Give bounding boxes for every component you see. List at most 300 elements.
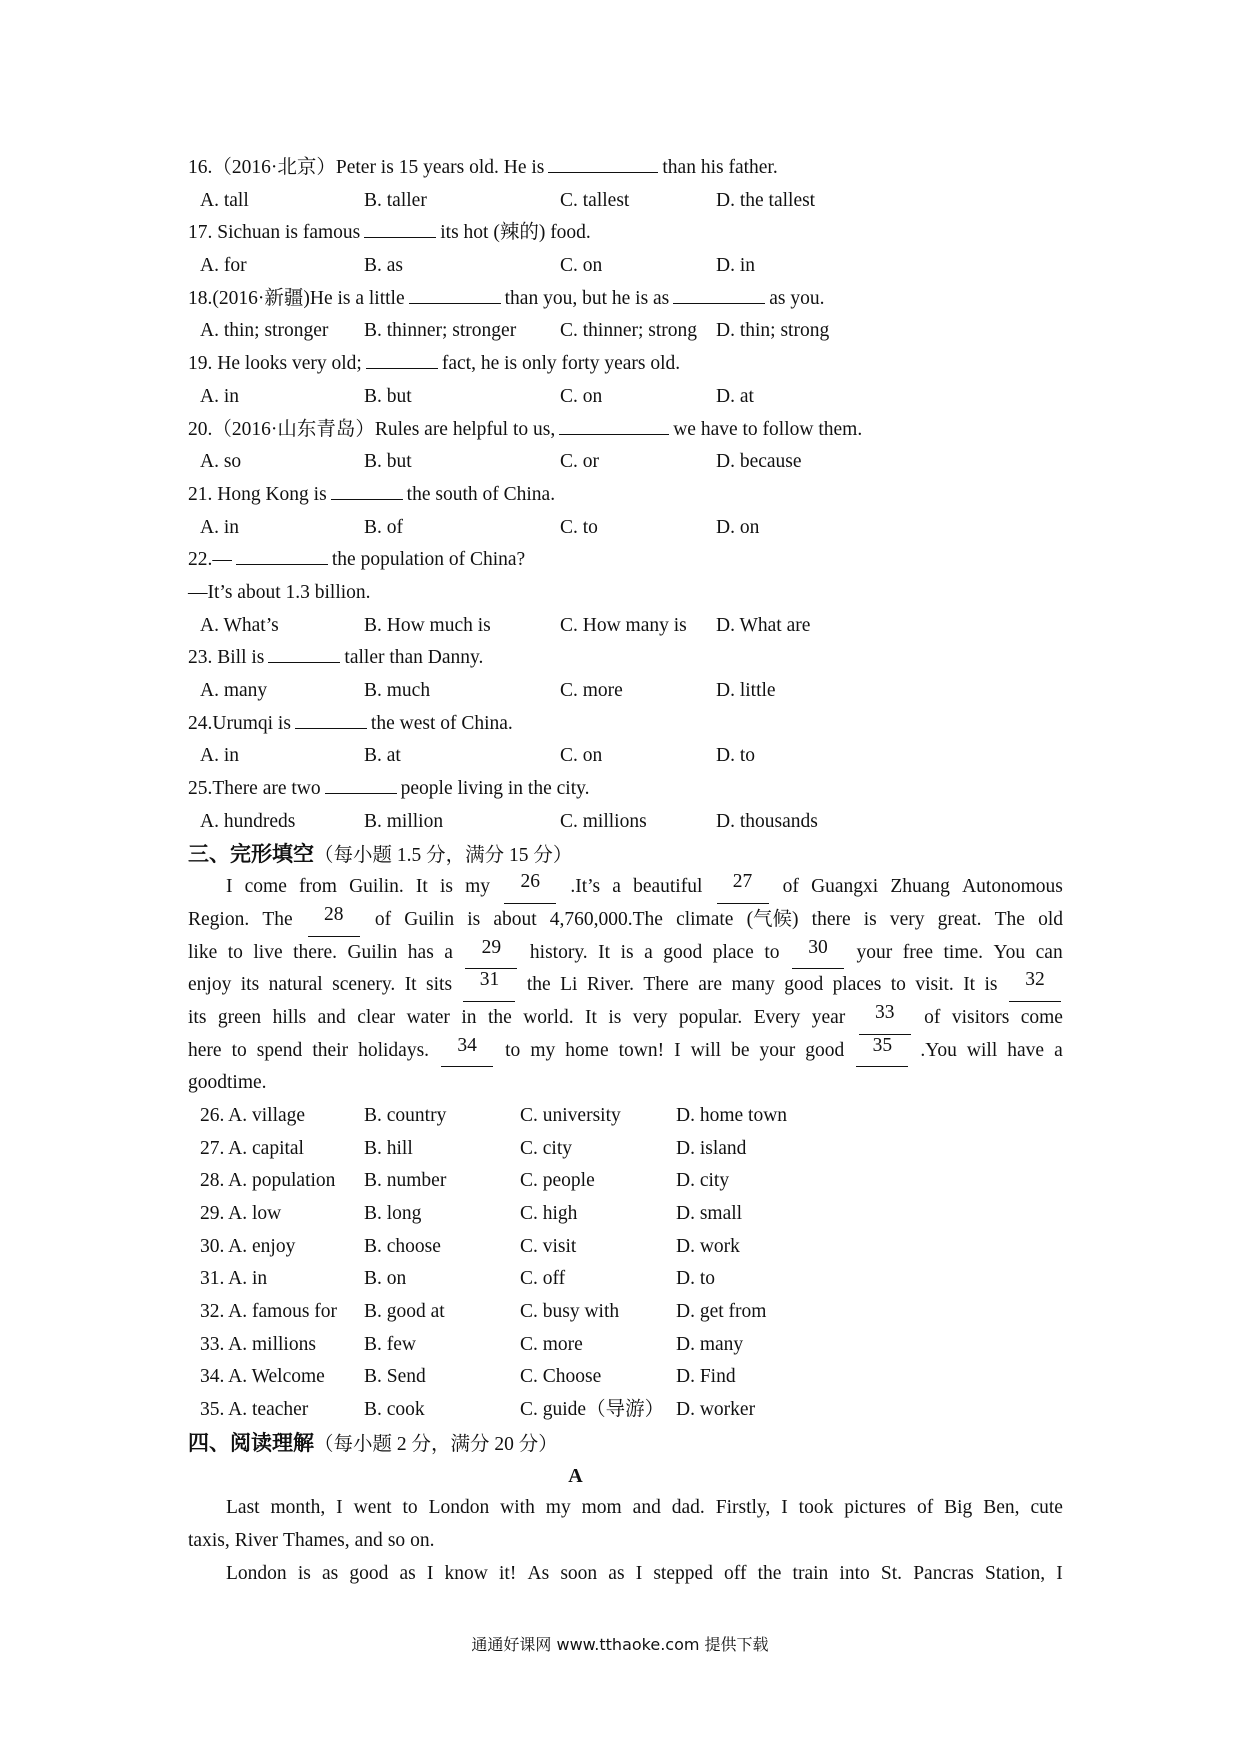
numbered-blank: 29 xyxy=(465,937,517,970)
option-b: B. cook xyxy=(364,1399,425,1421)
exam-page xyxy=(188,152,1063,1590)
passage-word: in xyxy=(461,1006,477,1028)
passage-word: soon xyxy=(560,1562,598,1584)
option-d: D. city xyxy=(676,1170,730,1192)
passage-word: home xyxy=(565,1039,609,1061)
question-text: as you. xyxy=(769,287,825,309)
option-c: C. high xyxy=(520,1203,578,1224)
answer-blank xyxy=(548,152,658,173)
option-a: 35. A. teacher xyxy=(200,1399,309,1421)
passage-word: and xyxy=(354,1529,383,1551)
passage-word: there xyxy=(811,908,851,930)
section-heading xyxy=(188,838,1063,871)
passage-word: cute xyxy=(1030,1497,1063,1519)
passage-word: sits xyxy=(426,974,453,996)
cloze-options xyxy=(188,1198,1063,1231)
option-d: D. to xyxy=(716,745,755,767)
answer-blank xyxy=(236,544,328,565)
passage-word: to xyxy=(890,974,906,996)
passage-word: spend xyxy=(256,1039,303,1061)
passage-word: I xyxy=(426,1562,434,1584)
option-c: C. city xyxy=(520,1137,572,1159)
option-a: 31. A. in xyxy=(200,1268,268,1290)
cloze-options xyxy=(188,1394,1063,1427)
passage-word: it! xyxy=(499,1562,517,1584)
passage-word: holidays. xyxy=(358,1039,430,1061)
passage-line xyxy=(188,1525,1063,1558)
passage-word: a xyxy=(444,941,453,963)
option-c: C. visit xyxy=(520,1235,577,1257)
question-text: 20.（2016·山东青岛）Rules are helpful to us, xyxy=(188,418,556,440)
question-text: 17. Sichuan is famous xyxy=(188,222,361,244)
passage-word: and xyxy=(317,1006,346,1028)
question-text: 16.（2016·北京）Peter is 15 years old. He is xyxy=(188,157,545,178)
passage-word: London xyxy=(428,1497,490,1519)
answer-blank xyxy=(325,773,397,794)
question-options xyxy=(188,315,1063,348)
option-b: B. Send xyxy=(364,1366,426,1388)
passage-word: has xyxy=(407,941,434,963)
passage-word: (气候) xyxy=(746,908,799,930)
question-options xyxy=(188,446,1063,479)
numbered-blank: 33 xyxy=(859,1002,911,1035)
passage-word: come xyxy=(1020,1006,1063,1028)
option-c: C. more xyxy=(560,680,623,701)
option-c: C. or xyxy=(560,451,599,473)
passage-word: your xyxy=(856,941,893,963)
passage-word: hills xyxy=(272,1006,307,1028)
option-b: B. million xyxy=(364,810,444,832)
answer-blank xyxy=(268,642,340,663)
question-stem xyxy=(188,544,1063,577)
passage-word: my xyxy=(530,1039,556,1061)
question-text: 19. He looks very old; xyxy=(188,353,362,375)
passage-word: old xyxy=(1038,908,1063,930)
passage-word: good xyxy=(349,1562,389,1584)
passage-word: and xyxy=(632,1497,661,1519)
passage-word: is xyxy=(467,908,481,930)
passage-word: places xyxy=(832,974,882,996)
passage-line xyxy=(188,1558,1063,1591)
passage-word: with xyxy=(500,1497,535,1519)
question-response xyxy=(188,577,1063,610)
passage-word: Every xyxy=(753,1006,801,1028)
option-b: B. as xyxy=(364,255,403,277)
passage-word: here xyxy=(188,1039,222,1061)
option-a: 33. A. millions xyxy=(200,1333,316,1355)
passage-word: I xyxy=(781,1497,788,1519)
passage-word: good xyxy=(663,941,703,963)
passage-word: visit. xyxy=(915,974,954,996)
passage-word: It xyxy=(404,974,417,996)
passage-word: It xyxy=(963,974,976,996)
passage-word: climate xyxy=(676,908,734,930)
passage-line xyxy=(188,937,1063,970)
cloze-options xyxy=(188,1231,1063,1264)
passage-word: a xyxy=(644,941,653,963)
option-a: A. hundreds xyxy=(200,810,296,832)
passage-word: .You xyxy=(920,1039,957,1061)
passage-word: Thames, xyxy=(283,1529,350,1551)
passage-word: as xyxy=(399,1562,416,1584)
question-text: its hot (辣的) food. xyxy=(440,222,591,244)
option-b: B. taller xyxy=(364,189,427,211)
passage-word: free xyxy=(902,941,934,963)
numbered-blank: 34 xyxy=(441,1035,493,1068)
passage-word: Last xyxy=(226,1497,260,1519)
passage-word: come xyxy=(244,876,287,898)
passage-word: popular. xyxy=(678,1006,743,1028)
passage-word: Ben, xyxy=(983,1497,1020,1519)
question-options xyxy=(188,675,1063,708)
option-d: D. small xyxy=(676,1203,743,1224)
option-a: A. in xyxy=(200,385,239,407)
option-d: D. to xyxy=(676,1268,715,1290)
passage-word: from xyxy=(299,876,337,898)
passage-word: into xyxy=(839,1562,870,1584)
passage-word: of xyxy=(782,876,799,898)
question-text: 18.(2016·新疆)He is a little xyxy=(188,287,405,309)
passage-word: their xyxy=(312,1039,349,1061)
option-a: 29. A. low xyxy=(200,1203,282,1224)
passage-word: like xyxy=(188,941,218,963)
option-a: 34. A. Welcome xyxy=(200,1366,325,1388)
option-a: A. in xyxy=(200,516,239,538)
passage-word: about xyxy=(493,908,537,930)
passage-word: be xyxy=(731,1039,750,1061)
passage-word: town! xyxy=(618,1039,665,1061)
question-options xyxy=(188,381,1063,414)
option-d: D. because xyxy=(716,451,802,473)
answer-blank xyxy=(295,708,367,729)
cloze-options xyxy=(188,1263,1063,1296)
passage-word: Guangxi xyxy=(811,876,879,898)
option-d: D. thin; strong xyxy=(716,320,830,342)
option-b: B. good at xyxy=(364,1301,445,1323)
passage-word: the xyxy=(526,974,551,996)
numbered-blank: 31 xyxy=(463,969,515,1002)
passage-word: a xyxy=(612,876,621,898)
passage-line xyxy=(188,904,1063,937)
passage-word: dad. xyxy=(671,1497,705,1519)
passage-line xyxy=(188,1035,1063,1068)
option-a: 28. A. population xyxy=(200,1170,336,1192)
question-text: fact, he is only forty years old. xyxy=(441,353,681,375)
passage-line xyxy=(188,1002,1063,1035)
answer-blank xyxy=(366,348,438,369)
passage-word: there. xyxy=(293,941,337,963)
passage-word: natural xyxy=(268,974,323,996)
passage-word: Firstly, xyxy=(715,1497,771,1519)
option-b: B. but xyxy=(364,385,412,407)
answer-blank xyxy=(409,283,501,304)
question-text: people living in the city. xyxy=(400,778,590,800)
option-d: D. home town xyxy=(676,1104,788,1126)
question-text: taller than Danny. xyxy=(344,647,484,669)
option-c: C. on xyxy=(560,385,603,407)
cloze-options xyxy=(188,1296,1063,1329)
cloze-options xyxy=(188,1165,1063,1198)
passage-word: I xyxy=(226,876,233,898)
passage-word: visitors xyxy=(951,1006,1010,1028)
question-text: 22.— xyxy=(188,549,232,571)
option-d: D. many xyxy=(676,1333,744,1355)
passage-line xyxy=(188,1492,1063,1525)
question-text: than his father. xyxy=(662,157,778,178)
option-a: A. What’s xyxy=(200,614,279,636)
option-c: C. guide（导游） xyxy=(520,1399,665,1421)
passage-word: good xyxy=(188,1072,227,1094)
passage-word: enjoy xyxy=(188,974,232,996)
passage-word: There xyxy=(643,974,689,996)
passage-word: world. xyxy=(523,1006,574,1028)
numbered-blank: 32 xyxy=(1009,969,1061,1002)
question-options xyxy=(188,185,1063,218)
passage-word: of xyxy=(916,1497,934,1519)
option-c: C. university xyxy=(520,1104,621,1126)
passage-word: It xyxy=(585,1006,597,1028)
cloze-options xyxy=(188,1329,1063,1362)
answer-blank xyxy=(673,283,765,304)
passage-word: to xyxy=(764,941,780,963)
passage-word: its xyxy=(188,1006,207,1028)
passage-word: Guilin xyxy=(404,908,455,930)
question-stem xyxy=(188,348,1063,381)
passage-word: train xyxy=(792,1562,829,1584)
answer-blank xyxy=(364,217,436,238)
passage-word: stepped xyxy=(653,1562,713,1584)
option-a: A. many xyxy=(200,680,268,701)
passage-word: my xyxy=(465,876,491,898)
option-b: B. number xyxy=(364,1170,447,1192)
passage-word: is xyxy=(984,974,998,996)
option-c: C. millions xyxy=(560,810,647,832)
question-stem xyxy=(188,773,1063,806)
question-options xyxy=(188,512,1063,545)
passage-word: I xyxy=(1056,1562,1063,1584)
option-b: B. thinner; stronger xyxy=(364,320,517,342)
passage-word: the xyxy=(487,1006,512,1028)
question-text: than you, but he is as xyxy=(504,287,670,309)
cloze-options xyxy=(188,1133,1063,1166)
numbered-blank: 27 xyxy=(717,871,769,904)
passage-word: your xyxy=(759,1039,796,1061)
question-text: 25.There are two xyxy=(188,778,321,800)
option-b: B. choose xyxy=(364,1235,441,1257)
option-c: C. How many is xyxy=(560,614,687,636)
passage-word: took xyxy=(798,1497,834,1519)
passage-word: St. xyxy=(880,1562,903,1584)
passage-word: to xyxy=(402,1497,418,1519)
passage-word: the xyxy=(757,1562,782,1584)
passage-word: I xyxy=(336,1497,343,1519)
passage-word: I xyxy=(674,1039,681,1061)
question-options xyxy=(188,250,1063,283)
answer-blank xyxy=(559,414,669,435)
passage-word: on. xyxy=(410,1529,435,1551)
option-a: 32. A. famous for xyxy=(200,1301,338,1323)
passage-word: have xyxy=(1007,1039,1045,1061)
option-b: B. country xyxy=(364,1104,447,1126)
option-c: C. on xyxy=(560,255,603,277)
passage-word: is xyxy=(297,1562,311,1584)
passage-word: Guilin. xyxy=(349,876,404,898)
passage-word: Guilin xyxy=(347,941,398,963)
question-text: —It’s about 1.3 billion. xyxy=(188,581,371,603)
passage-word: of xyxy=(924,1006,941,1028)
passage-word: year xyxy=(811,1006,846,1028)
option-a: 30. A. enjoy xyxy=(200,1235,296,1257)
passage-word: beautiful xyxy=(633,876,703,898)
passage-word: Zhuang xyxy=(890,876,950,898)
option-b: B. much xyxy=(364,680,431,701)
passage-word: time. xyxy=(943,941,984,963)
option-d: D. in xyxy=(716,255,755,277)
option-d: D. worker xyxy=(676,1399,756,1421)
option-b: B. of xyxy=(364,516,403,538)
passage-word: The xyxy=(262,908,293,930)
option-c: C. to xyxy=(560,516,598,538)
option-d: D. the tallest xyxy=(716,189,816,211)
passage-word: as xyxy=(321,1562,339,1584)
question-stem xyxy=(188,152,1063,185)
question-stem xyxy=(188,414,1063,447)
question-options xyxy=(188,740,1063,773)
option-c: C. on xyxy=(560,745,603,767)
passage-word: It xyxy=(415,876,428,898)
passage-word: time. xyxy=(227,1072,267,1094)
passage-word: is xyxy=(439,876,453,898)
passage-word: is xyxy=(608,1006,622,1028)
passage-title: A xyxy=(568,1464,583,1487)
question-stem xyxy=(188,217,1063,250)
passage-word: will xyxy=(690,1039,722,1061)
passage-word: will xyxy=(966,1039,998,1061)
question-text: 23. Bill is xyxy=(188,647,265,669)
question-text: the west of China. xyxy=(370,712,513,734)
passage-word: clear xyxy=(357,1006,396,1028)
passage-word: to xyxy=(231,1039,247,1061)
numbered-blank: 30 xyxy=(792,937,844,970)
passage-word: are xyxy=(698,974,723,996)
option-b: B. How much is xyxy=(364,614,491,636)
option-d: D. get from xyxy=(676,1301,767,1323)
question-stem xyxy=(188,708,1063,741)
option-a: A. tall xyxy=(200,189,249,211)
passage-word: water xyxy=(406,1006,450,1028)
option-a: A. in xyxy=(200,745,239,767)
passage-word: .It’s xyxy=(570,876,601,898)
passage-word: went xyxy=(353,1497,392,1519)
option-a: A. for xyxy=(200,255,247,277)
passage-word: live xyxy=(253,941,283,963)
passage-word: Pancras xyxy=(913,1562,974,1584)
passage-word: can xyxy=(1035,941,1063,963)
passage-word: is xyxy=(863,908,877,930)
passage-word: You xyxy=(993,941,1026,963)
passage-word: Autonomous xyxy=(962,876,1063,898)
cloze-options xyxy=(188,1100,1063,1133)
question-stem xyxy=(188,642,1063,675)
passage-line xyxy=(188,1067,1063,1100)
question-stem xyxy=(188,479,1063,512)
option-b: B. but xyxy=(364,451,412,473)
passage-word: mom xyxy=(581,1497,622,1519)
option-b: B. few xyxy=(364,1333,416,1355)
passage-word: good xyxy=(805,1039,845,1061)
option-c: C. people xyxy=(520,1170,595,1192)
passage-word: history. xyxy=(529,941,588,963)
section-title: 四、阅读理解 xyxy=(188,1430,314,1455)
passage-word: 4,760,000.The xyxy=(549,908,663,930)
passage-line xyxy=(188,969,1063,1002)
passage-word: pictures xyxy=(844,1497,906,1519)
passage-word: to xyxy=(227,941,243,963)
option-d: D. island xyxy=(676,1137,747,1159)
passage-word: Station, xyxy=(984,1562,1046,1584)
option-d: D. Find xyxy=(676,1366,736,1388)
option-c: C. Choose xyxy=(520,1366,602,1388)
passage-word: green xyxy=(217,1006,262,1028)
passage-word: taxis, xyxy=(188,1529,230,1551)
passage-word: many xyxy=(731,974,775,996)
option-b: B. hill xyxy=(364,1137,413,1159)
passage-word: River. xyxy=(586,974,634,996)
section-note: （每小题 1.5 分，满分 15 分） xyxy=(314,845,573,867)
passage-word: as xyxy=(608,1562,625,1584)
passage-word: of xyxy=(374,908,392,930)
passage-word: As xyxy=(527,1562,550,1584)
option-d: D. on xyxy=(716,516,760,538)
passage-word: It xyxy=(598,941,611,963)
option-d: D. at xyxy=(716,385,754,407)
section-heading xyxy=(188,1427,1063,1460)
passage-word: place xyxy=(712,941,754,963)
passage-word: off xyxy=(724,1562,747,1584)
passage-word: to xyxy=(505,1039,521,1061)
passage-word: River xyxy=(234,1529,279,1551)
option-a: 27. A. capital xyxy=(200,1137,304,1159)
question-options xyxy=(188,610,1063,643)
passage-word: month, xyxy=(270,1497,326,1519)
passage-word: great. xyxy=(937,908,982,930)
passage-word: good xyxy=(784,974,824,996)
answer-blank xyxy=(331,479,403,500)
option-c: C. busy with xyxy=(520,1301,620,1323)
option-b: B. on xyxy=(364,1268,407,1290)
question-stem xyxy=(188,283,1063,316)
option-d: D. What are xyxy=(716,614,811,636)
question-text: the south of China. xyxy=(406,483,556,505)
option-a: A. so xyxy=(200,451,242,473)
question-text: 21. Hong Kong is xyxy=(188,483,327,505)
footer-text: 通通好课网 www.tthaoke.com 提供下载 xyxy=(471,1635,769,1654)
option-b: B. long xyxy=(364,1203,422,1224)
passage-word: I xyxy=(635,1562,643,1584)
numbered-blank: 28 xyxy=(308,904,360,937)
numbered-blank: 35 xyxy=(856,1035,908,1068)
passage-word: its xyxy=(240,974,260,996)
passage-line xyxy=(188,871,1063,904)
option-d: D. work xyxy=(676,1235,740,1257)
option-d: D. little xyxy=(716,680,776,701)
section-title: 三、完形填空 xyxy=(188,842,314,867)
cloze-options xyxy=(188,1361,1063,1394)
passage-word: Li xyxy=(560,974,578,996)
option-d: D. thousands xyxy=(716,810,818,832)
numbered-blank: 26 xyxy=(504,871,556,904)
option-c: C. tallest xyxy=(560,189,630,211)
